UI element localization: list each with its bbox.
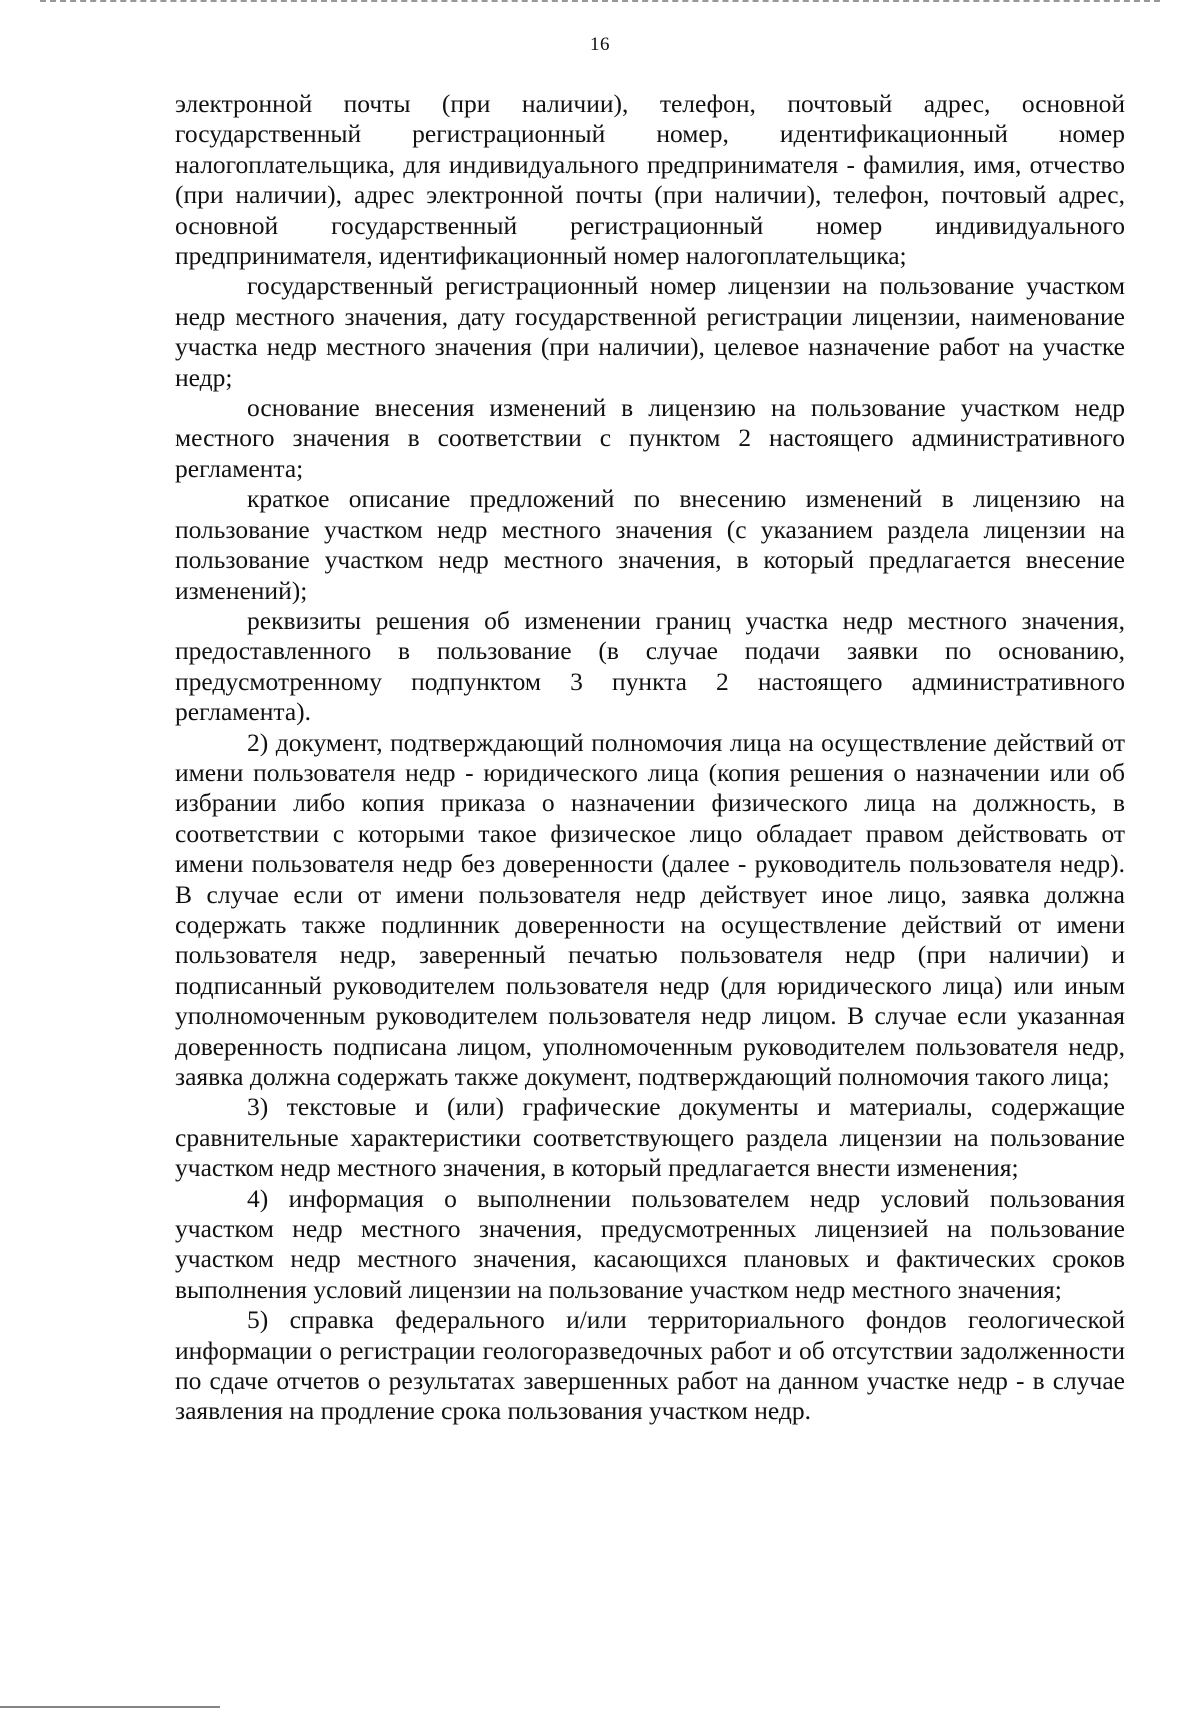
paragraph-license-number: государственный регистрационный номер лицензии на пользование участком недр местного значения, дату государственной регистрации лицензии, наименование участка недр местного значения (при наличии), целевое назначение работ на участке недр; <box>175 271 1125 392</box>
paragraph-change-basis: основание внесения изменений в лицензию на пользование участком недр местного значения в соответствии с пунктом 2 настоящего административного регламента; <box>175 393 1125 483</box>
paragraph-item-4-compliance-info: 4) информация о выполнении пользователем недр условий пользования участком недр местного значения, предусмотренных лицензией на пользование участком недр местного значения, касающихся плановых и фактических сроков выполнения условий лицензии на пользование участком недр местного значения; <box>175 1183 1125 1304</box>
scan-edge-top <box>40 0 1160 5</box>
page-number: 16 <box>590 34 610 55</box>
paragraph-item-2-authority-document: 2) документ, подтверждающий полномочия лица на осуществление действий от имени пользователя недр - юридического лица (копия решения о назначении или об избрании либо копия приказа о назначении физического лица на должность, в соответствии с которыми такое физическое лицо обладает правом действовать от имени пользователя недр без доверенности (далее - руководитель пользователя недр). В случае если от имени пользователя недр действует иное лицо, заявка должна содержать также подлинник доверенности на осуществление действий от имени пользователя недр, заверенный печатью пользователя недр (при наличии) и подписанный руководителем пользователя недр (для юридического лица) или иным уполномоченным руководителем пользователя недр лицом. В случае если указанная доверенность подписана лицом, уполномоченным руководителем пользователя недр, заявка должна содержать также документ, подтверждающий полномочия такого лица; <box>175 727 1125 1091</box>
paragraph-item-5-geological-certificate: 5) справка федерального и/или территориального фондов геологической информации о регистрации геологоразведочных работ и об отсутствии задолженности по сдаче отчетов о результатах завершенных работ на данном участке недр - в случае заявления на продление срока пользования участком недр. <box>175 1305 1125 1426</box>
paragraph-change-description: краткое описание предложений по внесению изменений в лицензию на пользование участком недр местного значения (с указанием раздела лицензии на пользование участком недр местного значения, в который предлагается внесение изменений); <box>175 484 1125 605</box>
paragraph-item-3-comparative-materials: 3) текстовые и (или) графические документы и материалы, содержащие сравнительные характеристики соответствующего раздела лицензии на пользование участком недр местного значения, в который предлагается внести изменения; <box>175 1092 1125 1183</box>
paragraph-boundary-decision: реквизиты решения об изменении границ участка недр местного значения, предоставленного в пользование (в случае подачи заявки по основанию, предусмотренному подпунктом 3 пункта 2 настоящего административного регламента). <box>175 605 1125 727</box>
scan-edge-bottom <box>0 1706 220 1708</box>
document-body <box>175 89 1125 1427</box>
paragraph-continuation-applicant-details: электронной почты (при наличии), телефон, почтовый адрес, основной государственный регистрационный номер, идентификационный номер налогоплательщика, для индивидуального предпринимателя - фамилия, имя, отчество (при наличии), адрес электронной почты (при наличии), телефон, почтовый адрес, основной государственный регистрационный номер индивидуального предпринимателя, идентификационный номер налогоплательщика; <box>175 89 1125 271</box>
